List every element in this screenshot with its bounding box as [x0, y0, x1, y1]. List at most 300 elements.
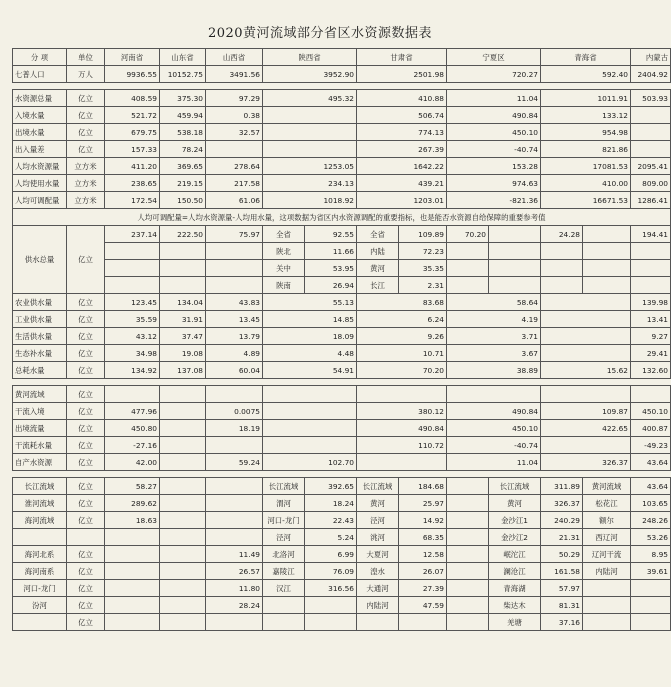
table-cell: 974.63	[447, 175, 541, 192]
table-cell	[13, 379, 671, 386]
table-cell: 8.95	[631, 546, 671, 563]
table-cell	[206, 495, 263, 512]
table-cell: 774.13	[357, 124, 447, 141]
table-cell	[583, 243, 631, 260]
table-cell: 淮河流域	[13, 495, 67, 512]
table-row	[13, 478, 671, 495]
table-cell: 12.58	[399, 546, 447, 563]
table-cell: 分 项	[13, 49, 67, 66]
table-cell	[160, 403, 206, 420]
table-cell: 43.12	[105, 328, 160, 345]
table-cell: 60.04	[206, 362, 263, 379]
table-cell: 132.60	[631, 362, 671, 379]
table-row	[13, 454, 671, 471]
table-cell: 172.54	[105, 192, 160, 209]
table-cell	[105, 386, 160, 403]
table-cell	[160, 437, 206, 454]
table-cell	[105, 277, 160, 294]
table-cell: 375.30	[160, 90, 206, 107]
table-cell: 黄河流域	[13, 386, 67, 403]
table-cell: 陕北	[263, 243, 305, 260]
table-cell: 450.10	[447, 420, 541, 437]
table-cell: 92.55	[305, 226, 357, 243]
table-cell: 亿立	[67, 345, 105, 362]
table-cell	[160, 478, 206, 495]
table-cell: 679.75	[105, 124, 160, 141]
table-cell	[263, 420, 357, 437]
table-cell: 58.27	[105, 478, 160, 495]
table-cell	[541, 311, 631, 328]
table-cell: 亿立	[67, 386, 105, 403]
table-cell: 金沙江1	[489, 512, 541, 529]
table-cell: 青海省	[541, 49, 631, 66]
table-cell: -40.74	[447, 141, 541, 158]
table-cell: 亿立	[67, 437, 105, 454]
table-cell	[206, 478, 263, 495]
table-cell	[541, 437, 631, 454]
table-cell	[206, 386, 263, 403]
table-cell: 水资源总量	[13, 90, 67, 107]
table-cell: 1018.92	[263, 192, 357, 209]
table-cell: 黄河	[357, 260, 399, 277]
table-cell: 内蒙古	[631, 49, 671, 66]
water-resource-table	[12, 48, 671, 631]
table-cell: 11.80	[206, 580, 263, 597]
table-cell: 10152.75	[160, 66, 206, 83]
table-cell: 18.09	[263, 328, 357, 345]
table-cell	[206, 512, 263, 529]
table-row	[13, 294, 671, 311]
table-cell: 渭河	[263, 495, 305, 512]
table-cell: 全省	[263, 226, 305, 243]
table-cell: 9.27	[631, 328, 671, 345]
table-cell: 亿立	[67, 563, 105, 580]
table-cell	[447, 495, 489, 512]
table-row	[13, 107, 671, 124]
table-cell: 43.64	[631, 454, 671, 471]
table-cell: 亿立	[67, 362, 105, 379]
table-cell: 54.91	[263, 362, 357, 379]
table-cell	[447, 277, 489, 294]
table-cell: 1253.05	[263, 158, 357, 175]
table-cell: 关中	[263, 260, 305, 277]
table-cell: 809.00	[631, 175, 671, 192]
table-cell: 大夏河	[357, 546, 399, 563]
table-cell: 宁夏区	[447, 49, 541, 66]
table-cell: 洮河	[357, 529, 399, 546]
table-cell	[105, 597, 160, 614]
table-cell: 184.68	[399, 478, 447, 495]
spacer-row	[13, 83, 671, 90]
table-cell: 316.56	[305, 580, 357, 597]
table-cell: 21.31	[541, 529, 583, 546]
table-cell: 109.89	[399, 226, 447, 243]
table-cell	[263, 597, 305, 614]
table-cell: 459.94	[160, 107, 206, 124]
table-cell: 长江流域	[357, 478, 399, 495]
table-cell: 甘肃省	[357, 49, 447, 66]
table-cell: 237.14	[105, 226, 160, 243]
table-row	[13, 403, 671, 420]
table-cell	[160, 260, 206, 277]
table-cell: 110.72	[357, 437, 447, 454]
table-cell	[631, 141, 671, 158]
table-cell: 海河流域	[13, 512, 67, 529]
table-cell	[541, 260, 583, 277]
table-cell: 陕西省	[263, 49, 357, 66]
table-cell: 538.18	[160, 124, 206, 141]
table-cell	[13, 614, 67, 631]
table-cell	[489, 243, 541, 260]
table-cell: 汉江	[263, 580, 305, 597]
table-cell: 3952.90	[263, 66, 357, 83]
table-cell: 477.96	[105, 403, 160, 420]
table-cell: 32.57	[206, 124, 263, 141]
table-cell: 亿立	[67, 328, 105, 345]
table-cell: 万人	[67, 66, 105, 83]
table-cell: 亿立	[67, 124, 105, 141]
table-cell	[447, 386, 541, 403]
table-cell: 18.24	[305, 495, 357, 512]
table-cell: 出境水量	[13, 124, 67, 141]
table-row	[13, 563, 671, 580]
table-cell: 10.71	[357, 345, 447, 362]
table-cell: 供水总量	[13, 226, 67, 294]
table-cell	[447, 529, 489, 546]
table-cell: 70.20	[357, 362, 447, 379]
table-cell: 山东省	[160, 49, 206, 66]
table-cell	[357, 454, 447, 471]
table-cell: 133.12	[541, 107, 631, 124]
table-cell	[541, 345, 631, 362]
table-cell: 北洛河	[263, 546, 305, 563]
table-cell: 38.89	[447, 362, 541, 379]
table-cell: 50.29	[541, 546, 583, 563]
table-cell	[489, 260, 541, 277]
table-cell: 长江流域	[263, 478, 305, 495]
table-cell: 53.26	[631, 529, 671, 546]
table-cell	[160, 495, 206, 512]
table-cell	[583, 226, 631, 243]
table-cell	[263, 124, 357, 141]
table-cell: 53.95	[305, 260, 357, 277]
table-cell: 11.66	[305, 243, 357, 260]
table-cell: 人均使用水量	[13, 175, 67, 192]
table-cell	[305, 614, 357, 631]
table-cell: 立方米	[67, 158, 105, 175]
table-cell: 农业供水量	[13, 294, 67, 311]
table-cell: 山西省	[206, 49, 263, 66]
table-cell	[631, 107, 671, 124]
table-cell: 2.31	[399, 277, 447, 294]
table-cell	[447, 563, 489, 580]
table-cell	[160, 597, 206, 614]
table-cell: 70.20	[447, 226, 489, 243]
table-cell	[541, 294, 631, 311]
table-cell: 410.00	[541, 175, 631, 192]
table-cell: 13.79	[206, 328, 263, 345]
table-cell: 出入量差	[13, 141, 67, 158]
table-cell: 河口-龙门	[263, 512, 305, 529]
table-cell	[206, 243, 263, 260]
table-row	[13, 614, 671, 631]
table-cell	[447, 546, 489, 563]
table-cell	[631, 614, 671, 631]
table-cell	[447, 597, 489, 614]
table-cell: 43.83	[206, 294, 263, 311]
table-cell	[631, 580, 671, 597]
table-cell: 13.41	[631, 311, 671, 328]
table-cell: 额尔	[583, 512, 631, 529]
table-cell: 11.04	[447, 454, 541, 471]
table-cell: -27.16	[105, 437, 160, 454]
table-cell: 16671.53	[541, 192, 631, 209]
table-row	[13, 175, 671, 192]
table-cell: 57.97	[541, 580, 583, 597]
table-cell	[105, 546, 160, 563]
table-cell: 金沙江2	[489, 529, 541, 546]
table-cell	[357, 614, 399, 631]
table-cell: 14.92	[399, 512, 447, 529]
table-cell: 2501.98	[357, 66, 447, 83]
table-cell: 35.35	[399, 260, 447, 277]
table-cell	[105, 563, 160, 580]
table-cell: 黄河流域	[583, 478, 631, 495]
table-cell: 31.91	[160, 311, 206, 328]
table-cell: 14.85	[263, 311, 357, 328]
table-cell: 河口-龙门	[13, 580, 67, 597]
table-cell	[489, 277, 541, 294]
table-cell: 11.04	[447, 90, 541, 107]
table-cell: 人均可调配量	[13, 192, 67, 209]
table-cell: 720.27	[447, 66, 541, 83]
table-cell: 58.64	[447, 294, 541, 311]
table-cell: -49.23	[631, 437, 671, 454]
table-cell	[160, 529, 206, 546]
table-cell: 76.09	[305, 563, 357, 580]
table-cell: 26.07	[399, 563, 447, 580]
table-cell: 97.29	[206, 90, 263, 107]
table-cell: 2404.92	[631, 66, 671, 83]
table-cell: 26.57	[206, 563, 263, 580]
table-cell: 34.98	[105, 345, 160, 362]
table-cell: 1011.91	[541, 90, 631, 107]
table-cell: 人均可调配量=人均水资源量-人均用水量，这项数据为省区内水资源调配的重要指标，也是能否水资源自给保障的重要参考值	[13, 209, 671, 226]
table-cell: 0.38	[206, 107, 263, 124]
table-cell: 生活供水量	[13, 328, 67, 345]
table-cell: 222.50	[160, 226, 206, 243]
table-cell: 立方米	[67, 192, 105, 209]
table-cell	[160, 580, 206, 597]
table-cell	[105, 614, 160, 631]
table-cell	[631, 386, 671, 403]
table-cell: 0.0075	[206, 403, 263, 420]
table-cell: 22.43	[305, 512, 357, 529]
table-row	[13, 328, 671, 345]
table-cell	[13, 471, 671, 478]
table-cell: 立方米	[67, 175, 105, 192]
table-cell: 亿立	[67, 420, 105, 437]
table-cell: 55.13	[263, 294, 357, 311]
table-row	[13, 597, 671, 614]
table-cell: 490.84	[357, 420, 447, 437]
table-cell	[263, 614, 305, 631]
supply-row	[13, 243, 671, 260]
table-cell: -40.74	[447, 437, 541, 454]
table-cell: 161.58	[541, 563, 583, 580]
table-cell: 278.64	[206, 158, 263, 175]
table-cell: 326.37	[541, 495, 583, 512]
table-cell: 17081.53	[541, 158, 631, 175]
table-cell	[631, 260, 671, 277]
table-cell: 13.45	[206, 311, 263, 328]
spacer-row	[13, 379, 671, 386]
table-row	[13, 546, 671, 563]
table-cell: 42.00	[105, 454, 160, 471]
table-cell: 134.04	[160, 294, 206, 311]
table-cell: 柴达木	[489, 597, 541, 614]
table-cell	[447, 512, 489, 529]
table-cell	[541, 386, 631, 403]
table-cell: 亿立	[67, 226, 105, 294]
note-row	[13, 209, 671, 226]
table-cell	[489, 226, 541, 243]
table-row	[13, 437, 671, 454]
table-cell: 海河北系	[13, 546, 67, 563]
table-cell: 821.86	[541, 141, 631, 158]
table-cell: 澜沧江	[489, 563, 541, 580]
table-cell	[160, 277, 206, 294]
table-cell: 陕南	[263, 277, 305, 294]
table-cell	[541, 328, 631, 345]
table-cell: 248.26	[631, 512, 671, 529]
table-cell: 506.74	[357, 107, 447, 124]
table-cell: 4.48	[263, 345, 357, 362]
table-cell: 入境水量	[13, 107, 67, 124]
table-cell: 1203.01	[357, 192, 447, 209]
table-cell: 亿立	[67, 597, 105, 614]
table-cell: 亿立	[67, 311, 105, 328]
table-cell	[206, 614, 263, 631]
table-cell	[631, 243, 671, 260]
table-cell	[105, 260, 160, 277]
table-cell: 嘉陵江	[263, 563, 305, 580]
table-cell: 123.45	[105, 294, 160, 311]
table-cell: 羌塘	[489, 614, 541, 631]
table-cell: 439.21	[357, 175, 447, 192]
table-cell	[160, 512, 206, 529]
table-cell	[105, 529, 160, 546]
table-cell: 490.84	[447, 403, 541, 420]
table-cell: 37.16	[541, 614, 583, 631]
table-cell: 68.35	[399, 529, 447, 546]
spacer-row	[13, 471, 671, 478]
table-row	[13, 90, 671, 107]
table-cell: 83.68	[357, 294, 447, 311]
table-cell: 289.62	[105, 495, 160, 512]
table-cell	[160, 386, 206, 403]
table-cell: 954.98	[541, 124, 631, 141]
table-cell: 134.92	[105, 362, 160, 379]
table-cell: 生态补水量	[13, 345, 67, 362]
table-cell: 全省	[357, 226, 399, 243]
table-cell: 43.64	[631, 478, 671, 495]
table-cell: 19.08	[160, 345, 206, 362]
table-cell: 18.19	[206, 420, 263, 437]
table-cell: 4.89	[206, 345, 263, 362]
table-cell: 240.29	[541, 512, 583, 529]
table-cell	[631, 277, 671, 294]
table-cell	[160, 454, 206, 471]
table-cell: 长江流域	[13, 478, 67, 495]
table-cell: 4.19	[447, 311, 541, 328]
table-cell	[583, 277, 631, 294]
table-cell: 109.87	[541, 403, 631, 420]
table-cell	[583, 580, 631, 597]
table-cell: 521.72	[105, 107, 160, 124]
table-cell	[263, 141, 357, 158]
table-cell: 25.97	[399, 495, 447, 512]
table-cell: 6.24	[357, 311, 447, 328]
table-row	[13, 362, 671, 379]
table-cell: 3.67	[447, 345, 541, 362]
table-cell: 2095.41	[631, 158, 671, 175]
table-cell: 亿立	[67, 90, 105, 107]
table-cell: 103.65	[631, 495, 671, 512]
table-cell: 26.94	[305, 277, 357, 294]
table-cell: 内陆河	[357, 597, 399, 614]
table-row	[13, 311, 671, 328]
table-cell	[305, 597, 357, 614]
table-row	[13, 124, 671, 141]
table-cell	[105, 580, 160, 597]
header-row	[13, 49, 671, 66]
table-cell: 长江	[357, 277, 399, 294]
table-cell: 217.58	[206, 175, 263, 192]
table-cell	[447, 478, 489, 495]
table-cell: 9.26	[357, 328, 447, 345]
table-cell: 311.89	[541, 478, 583, 495]
table-cell: 29.41	[631, 345, 671, 362]
table-cell: 380.12	[357, 403, 447, 420]
table-cell: 湟水	[357, 563, 399, 580]
table-cell	[631, 597, 671, 614]
table-cell	[160, 420, 206, 437]
table-cell: 岷沱江	[489, 546, 541, 563]
table-cell: 泾河	[357, 512, 399, 529]
table-cell: 亿立	[67, 294, 105, 311]
table-cell	[67, 529, 105, 546]
table-cell: 47.59	[399, 597, 447, 614]
table-cell: 海河南系	[13, 563, 67, 580]
table-cell	[206, 141, 263, 158]
table-cell: 450.80	[105, 420, 160, 437]
table-row	[13, 386, 671, 403]
table-row	[13, 512, 671, 529]
table-cell	[206, 277, 263, 294]
table-row	[13, 529, 671, 546]
table-cell: 27.39	[399, 580, 447, 597]
table-cell: 39.61	[631, 563, 671, 580]
table-cell: 黄河	[489, 495, 541, 512]
table-cell: 495.32	[263, 90, 357, 107]
table-cell: 内陆河	[583, 563, 631, 580]
table-cell: 24.28	[541, 226, 583, 243]
table-cell: 七普人口	[13, 66, 67, 83]
table-cell: 59.24	[206, 454, 263, 471]
table-cell	[160, 243, 206, 260]
table-cell: 234.13	[263, 175, 357, 192]
